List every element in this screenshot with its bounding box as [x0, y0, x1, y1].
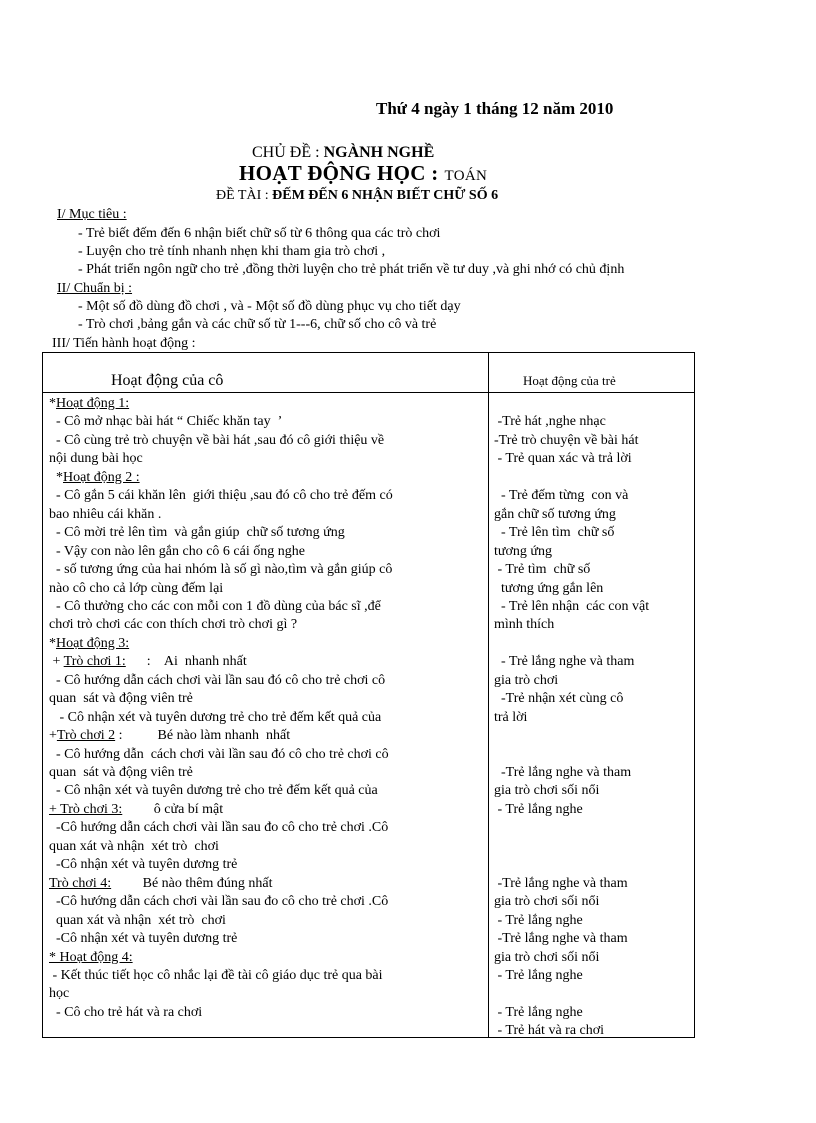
subject-line — [216, 188, 498, 204]
teacher-column-header: Hoạt động của cô — [111, 372, 224, 389]
child-activity-line: - Trẻ lắng nghe và tham — [494, 654, 635, 670]
lesson-date: Thứ 4 ngày 1 tháng 12 năm 2010 — [376, 99, 614, 118]
heading-prefix: + — [49, 654, 64, 670]
heading-label: Hoạt động 3: — [56, 635, 130, 651]
activity-heading — [49, 727, 290, 745]
child-activity-line: gia trò chơi sối nổi — [494, 783, 600, 799]
subject-label: ĐỀ TÀI : — [216, 188, 273, 203]
teacher-activity-line: -Cô nhận xét và tuyên dương trẻ — [49, 857, 238, 873]
teacher-activity-line: - Cô nhận xét và tuyên dương trẻ cho trẻ đếm kết quả của — [49, 783, 378, 799]
heading-prefix: + — [49, 728, 57, 744]
activity-heading — [49, 801, 223, 819]
teacher-activity-line: - Cô gắn 5 cái khăn lên giới thiệu ,sau đó cô cho trẻ đếm có — [49, 488, 393, 504]
teacher-activity-line: bao nhiêu cái khăn . — [49, 506, 162, 522]
child-activity-line: - Trẻ lên tìm chữ số — [494, 525, 615, 541]
child-activity-line: - Trẻ lắng nghe — [494, 1004, 583, 1020]
activity-heading — [49, 469, 140, 487]
teacher-activity-line: - Kết thúc tiết học cô nhắc lại đề tài cô giáo dục trẻ qua bài — [49, 967, 383, 983]
child-activity-line: -Trẻ lắng nghe và tham — [494, 765, 632, 780]
teacher-activity-line: - Cô nhận xét và tuyên dương trẻ cho trẻ đếm kết quả của — [49, 709, 382, 725]
teacher-activity-line: -Cô hướng dẫn cách chơi vài lần sau đo cô cho trẻ chơi .Cô — [49, 894, 389, 910]
child-activity-line: - Trẻ lắng nghe — [494, 967, 583, 983]
topic-value: NGÀNH NGHỀ — [323, 144, 435, 161]
teacher-activity-line: quan xát và nhận xét trò chơi — [49, 838, 219, 854]
teacher-activity-line: nào cô cho cả lớp cùng đếm lại — [49, 580, 224, 596]
heading-rest: : Bé nào làm nhanh nhất — [115, 728, 291, 744]
child-activity-line: trả lời — [494, 709, 528, 725]
child-activity-line: - Trẻ đếm từng con và — [494, 488, 629, 504]
child-activity-line: - Trẻ lắng nghe — [494, 801, 583, 817]
child-activity-line: tương ứng gắn lên — [494, 580, 604, 596]
child-activity-line: - Trẻ lên nhận các con vật — [494, 598, 650, 614]
heading-label: Trò chơi 2 — [56, 728, 116, 744]
header-divider — [43, 392, 694, 393]
teacher-activity-line: -Cô hướng dẫn cách chơi vài lần sau đo cô cho trẻ chơi .Cô — [49, 820, 389, 836]
child-activity-line: -Trẻ nhận xét cùng cô — [494, 691, 624, 707]
activity-table — [42, 352, 695, 1038]
heading-prefix: * — [49, 635, 56, 651]
child-activity-line: - Trẻ tìm chữ số — [494, 562, 591, 578]
heading-rest: ô cửa bí mật — [122, 801, 224, 817]
heading-label: + Trò chơi 3: — [49, 801, 123, 817]
objective-item: - Phát triển ngôn ngữ cho trẻ ,đồng thời luyện cho trẻ phát triển về tư duy ,và ghi nhớ có chủ định — [78, 262, 625, 277]
column-divider — [488, 353, 489, 1037]
heading-prefix: * — [49, 396, 56, 411]
heading-label: Trò chơi 4: — [49, 875, 112, 891]
teacher-activity-line: -Cô nhận xét và tuyên dương trẻ — [49, 931, 238, 947]
child-activity-line: gia trò chơi — [494, 672, 559, 688]
child-activity-line: tương ứng — [494, 543, 552, 559]
teacher-activity-line: - Cô mở nhạc bài hát “ Chiếc khăn tay ’ — [49, 414, 283, 430]
heading-label: * Hoạt động 4: — [49, 949, 133, 965]
heading-label: Hoạt động 1: — [56, 396, 130, 411]
child-activity-line: mình thích — [494, 617, 555, 633]
child-activity-line: -Trẻ lắng nghe và tham — [494, 875, 628, 891]
teacher-activity-line: - Cô cho trẻ hát và ra chơi — [49, 1004, 203, 1020]
topic-line — [252, 144, 434, 162]
activity-heading — [49, 395, 129, 413]
teacher-activity-line: chơi trò chơi các con thích chơi trò chơi gì ? — [49, 617, 298, 633]
teacher-activity-line: - Cô thưởng cho các con mỗi con 1 đồ dùng của bác sĩ ,để — [49, 598, 381, 614]
objective-item: - Trẻ biết đếm đến 6 nhận biết chữ số từ 6 thông qua các trò chơi — [78, 226, 441, 241]
activity-title-line — [239, 161, 487, 186]
activity-subject: TOÁN — [444, 168, 488, 184]
teacher-activity-line: - số tương ứng của hai nhóm là số gì nào,tìm và gắn giúp cô — [49, 562, 393, 578]
child-activity-line: gắn chữ số tương ứng — [494, 506, 616, 522]
activity-heading — [49, 635, 129, 653]
activity-heading — [49, 653, 247, 671]
teacher-activity-line: - Cô mời trẻ lên tìm và gắn giúp chữ số tương ứng — [49, 525, 345, 541]
child-activity-line: gia trò chơi sối nổi — [494, 949, 600, 965]
preparation-item: - Một số đồ dùng đồ chơi , và - Một số đồ dùng phục vụ cho tiết dạy — [78, 299, 461, 314]
activity-heading — [49, 949, 133, 967]
procedure-heading: III/ Tiến hành hoạt động : — [52, 336, 196, 351]
heading-rest: Bé nào thêm đúng nhất — [111, 875, 273, 891]
activity-title: HOẠT ĐỘNG HỌC : — [239, 161, 439, 185]
child-activity-line: gia trò chơi sối nổi — [494, 894, 600, 910]
heading-label: Hoạt động 2 : — [63, 469, 140, 485]
teacher-activity-line: quan xát và nhận xét trò chơi — [49, 912, 226, 928]
child-activity-line: - Trẻ quan xác và trả lời — [494, 451, 632, 467]
child-activity-line: - Trẻ hát và ra chơi — [494, 1023, 605, 1039]
heading-rest: : Ai nhanh nhất — [125, 654, 247, 670]
topic-label: CHỦ ĐỀ : — [252, 144, 324, 161]
teacher-activity-line: quan sát và động viên trẻ — [49, 765, 193, 780]
preparation-item: - Trò chơi ,bảng gắn và các chữ số từ 1---6, chữ số cho cô và trẻ — [78, 317, 437, 332]
teacher-activity-line: nội dung bài học — [49, 451, 143, 467]
teacher-activity-line: - Cô cùng trẻ trò chuyện về bài hát ,sau đó cô giới thiệu về — [49, 432, 385, 448]
objectives-heading: I/ Mục tiêu : — [57, 207, 127, 222]
child-activity-line: - Trẻ lắng nghe — [494, 912, 583, 928]
activity-heading — [49, 875, 273, 893]
child-column-header: Hoạt động của trẻ — [523, 373, 616, 388]
teacher-activity-line: - Vậy con nào lên gắn cho cô 6 cái ống nghe — [49, 543, 305, 559]
teacher-activity-line: quan sát và động viên trẻ — [49, 691, 193, 707]
teacher-activity-line: - Cô hướng dẫn cách chơi vài lần sau đó cô cho trẻ chơi cô — [49, 746, 389, 762]
teacher-activity-line: học — [49, 986, 70, 1002]
objective-item: - Luyện cho trẻ tính nhanh nhẹn khi tham gia trò chơi , — [78, 244, 386, 259]
child-activity-line: -Trẻ trò chuyện về bài hát — [494, 432, 639, 448]
subject-value: ĐẾM ĐẾN 6 NHẬN BIẾT CHỮ SỐ 6 — [272, 188, 499, 203]
heading-prefix: * — [49, 469, 63, 485]
heading-label: Trò chơi 1: — [63, 654, 126, 670]
child-activity-line: -Trẻ hát ,nghe nhạc — [494, 414, 606, 430]
child-activity-line: -Trẻ lắng nghe và tham — [494, 931, 628, 947]
teacher-activity-line: - Cô hướng dẫn cách chơi vài lần sau đó cô cho trẻ chơi cô — [49, 672, 386, 688]
preparation-heading: II/ Chuẩn bị : — [57, 281, 133, 296]
